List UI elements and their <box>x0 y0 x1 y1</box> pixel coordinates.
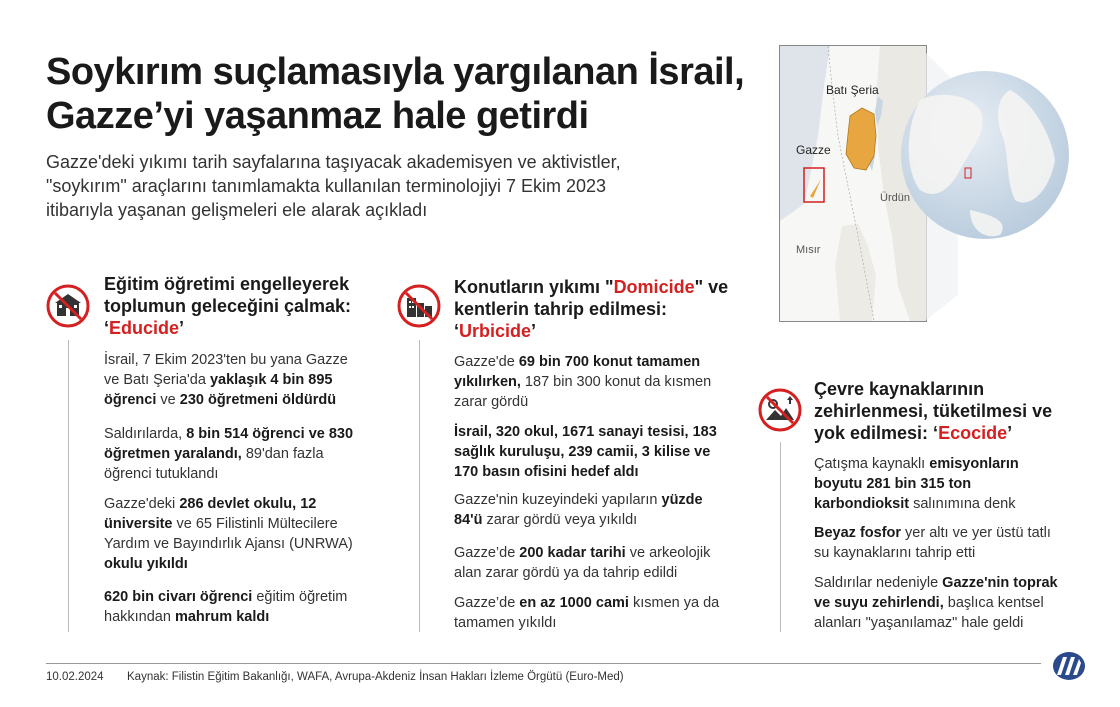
heading-line: Eğitim öğretimi engelleyerek <box>104 274 350 294</box>
ecocide-item <box>814 573 1058 633</box>
section-rule <box>780 442 781 632</box>
term-domicide: Domicide <box>613 277 695 297</box>
domicide-item <box>454 352 711 412</box>
west-bank-shape <box>846 108 876 170</box>
educide-item <box>104 424 353 484</box>
item-text: zarar gördü <box>454 394 529 410</box>
map-label-west-bank: Batı Şeria <box>826 83 879 97</box>
item-line <box>454 352 711 372</box>
quote-mark: ’ <box>1007 423 1013 443</box>
educide-item <box>104 350 348 410</box>
educide-item <box>104 587 347 627</box>
footer-source: Kaynak: Filistin Eğitim Bakanlığı, WAFA, Avrupa-Akdeniz İnsan Hakları İzleme Örgütü (Euro-Med) <box>127 671 624 683</box>
aa-logo-icon <box>1052 651 1086 681</box>
item-line <box>104 390 348 410</box>
item-line <box>454 462 717 482</box>
map-label-egypt: Mısır <box>796 244 821 256</box>
item-text-bold: ve suyu zehirlendi, <box>814 595 944 611</box>
domicide-item <box>454 593 719 633</box>
domicide-item <box>454 543 710 583</box>
item-line <box>454 563 710 583</box>
item-line <box>454 510 703 530</box>
item-line <box>814 494 1019 514</box>
item-line <box>454 490 703 510</box>
quote-mark: ’ <box>531 321 537 341</box>
section-rule <box>419 340 420 632</box>
item-line <box>454 543 710 563</box>
map-label-gaza: Gazze <box>796 143 831 157</box>
item-text: ve arkeolojik <box>625 545 711 561</box>
item-line <box>104 444 353 464</box>
item-text-bold: öğrenci <box>104 392 157 408</box>
item-text: ve 65 Filistinli Mültecilere <box>172 516 338 532</box>
item-text: yer altı ve yer üstü tatlı <box>901 525 1051 541</box>
item-line <box>454 613 719 633</box>
item-line <box>814 454 1019 474</box>
item-text: Gazze’de <box>454 545 520 561</box>
item-text: su kaynaklarını tahrip etti <box>814 545 976 561</box>
educide-heading <box>104 273 351 339</box>
item-line <box>814 543 1051 563</box>
heading-line <box>454 276 728 298</box>
item-text: ve Batı Şeria'da <box>104 372 210 388</box>
ecocide-item <box>814 523 1051 563</box>
item-text: başlıca kentsel <box>943 595 1044 611</box>
item-text: Gazze'de <box>454 354 519 370</box>
item-text: İsrail, 7 Ekim 2023'ten bu yana Gazze <box>104 352 348 368</box>
item-line <box>814 613 1058 633</box>
heading-line: toplumun geleceğini çalmak: <box>104 296 352 316</box>
item-line <box>104 424 353 444</box>
heading-text: Konutların yıkımı " <box>454 277 614 297</box>
item-text: Gazze'nin kuzeyindeki yapıların <box>454 492 662 508</box>
item-text-bold: yaklaşık 4 bin 895 <box>209 372 333 388</box>
item-line <box>104 494 353 514</box>
item-text-bold: üniversite <box>104 516 173 532</box>
item-line <box>454 392 711 412</box>
item-line <box>104 534 353 554</box>
item-line <box>454 442 717 462</box>
footer-divider <box>46 663 1041 664</box>
item-text: kısmen ya da <box>628 595 720 611</box>
item-text-bold: 230 öğretmeni öldürdü <box>179 392 337 408</box>
page-title <box>46 50 746 138</box>
item-line <box>104 587 347 607</box>
item-line <box>104 370 348 390</box>
item-text: Gazze’de <box>454 595 520 611</box>
globe-icon <box>900 70 1070 240</box>
quote-mark: ‘ <box>454 321 460 341</box>
item-text-bold: 170 basın ofisini hedef aldı <box>454 464 639 480</box>
item-text-bold: karbondioksit <box>814 496 910 512</box>
item-text-bold: sağlık kuruluşu, 239 camii, 3 kilise ve <box>454 444 711 460</box>
subtitle-line: itibarıyla yaşanan gelişmeleri ele alarak açıkladı <box>46 200 428 220</box>
item-text: salınımına denk <box>909 496 1016 512</box>
item-text: 187 bin 300 konut da kısmen <box>520 374 712 390</box>
item-line <box>814 593 1058 613</box>
item-text-bold: 620 bin civarı öğrenci <box>104 589 253 605</box>
item-text: Saldırılar nedeniyle <box>814 575 943 591</box>
item-text-bold: 200 kadar tarihi <box>519 545 626 561</box>
item-line <box>104 607 347 627</box>
item-text: alanları "yaşanılamaz" hale geldi <box>814 615 1024 631</box>
item-text-bold: 8 bin 514 öğrenci ve 830 <box>186 426 354 442</box>
item-text-bold: 286 devlet okulu, 12 <box>179 496 317 512</box>
item-line <box>454 593 719 613</box>
school-crossed-icon <box>46 284 90 328</box>
term-urbicide: Urbicide <box>459 321 532 341</box>
heading-text: " ve <box>694 277 729 297</box>
item-text: 89'dan fazla <box>241 446 324 462</box>
item-line <box>814 474 1019 494</box>
item-line <box>454 422 717 442</box>
heading-term-line <box>454 320 728 342</box>
item-line <box>814 523 1051 543</box>
nature-crossed-icon <box>758 388 802 432</box>
item-text-bold: Beyaz fosfor <box>814 525 902 541</box>
item-text: Çatışma kaynaklı <box>814 456 930 472</box>
ecocide-heading <box>814 378 1052 444</box>
section-rule <box>68 340 69 632</box>
item-text-bold: Gazze'nin toprak <box>942 575 1058 591</box>
item-text: hakkından <box>104 609 175 625</box>
heading-term-line <box>814 422 1052 444</box>
item-text-bold: İsrail, 320 okul, 1671 sanayi tesisi, 183 <box>454 424 717 440</box>
item-text: Gazze'deki <box>104 496 180 512</box>
map-label-jordan: Ürdün <box>880 192 910 204</box>
quote-mark: ‘ <box>104 318 110 338</box>
item-text: Yardım ve Bayındırlık Ajansı (UNRWA) <box>104 536 353 552</box>
item-text-bold: en az 1000 cami <box>519 595 629 611</box>
item-text: eğitim öğretim <box>252 589 348 605</box>
item-text: tamamen yıkıldı <box>454 615 557 631</box>
domicide-item <box>454 490 703 530</box>
subtitle-line: Gazze'deki yıkımı tarih sayfalarına taşıyacak akademisyen ve aktivistler, <box>46 152 621 172</box>
page-subtitle <box>46 150 686 222</box>
term-ecocide: Ecocide <box>938 423 1008 443</box>
title-line: Soykırım suçlamasıyla yargılanan İsrail, <box>46 51 745 93</box>
item-text-bold: 69 bin 700 konut tamamen <box>518 354 701 370</box>
item-text: zarar gördü veya yıkıldı <box>482 512 638 528</box>
term-educide: Educide <box>109 318 180 338</box>
item-line <box>814 573 1058 593</box>
item-text: öğrenci tutuklandı <box>104 466 219 482</box>
educide-item <box>104 494 353 574</box>
footer-date: 10.02.2024 <box>46 671 104 683</box>
item-text-bold: mahrum kaldı <box>174 609 270 625</box>
item-text: ve <box>156 392 180 408</box>
item-text-bold: okulu yıkıldı <box>104 556 188 572</box>
quote-mark: ’ <box>179 318 185 338</box>
ecocide-item <box>814 454 1019 514</box>
title-line: Gazze’yi yaşanmaz hale getirdi <box>46 95 589 137</box>
item-text: Saldırılarda, <box>104 426 187 442</box>
item-text-bold: emisyonların <box>929 456 1019 472</box>
domicide-item <box>454 422 717 482</box>
item-line <box>104 554 353 574</box>
heading-line: Çevre kaynaklarının <box>814 379 985 399</box>
item-line <box>104 464 353 484</box>
domicide-heading <box>454 276 728 342</box>
heading-term-line <box>104 317 351 339</box>
item-line <box>104 350 348 370</box>
heading-text: yok edilmesi: ‘ <box>814 423 939 443</box>
item-line <box>104 514 353 534</box>
item-text-bold: yüzde <box>661 492 703 508</box>
item-text-bold: öğretmen yaralandı, <box>104 446 242 462</box>
item-line <box>454 372 711 392</box>
item-text-bold: boyutu 281 bin 315 ton <box>814 476 972 492</box>
heading-line: zehirlenmesi, tüketilmesi ve <box>814 401 1053 421</box>
subtitle-line: "soykırım" araçlarını tanımlamakta kullanılan terminolojiyi 7 Ekim 2023 <box>46 176 606 196</box>
buildings-crossed-icon <box>397 284 441 328</box>
item-text: alan zarar gördü ya da tahrip edildi <box>454 565 678 581</box>
item-text-bold: yıkılırken, <box>454 374 521 390</box>
heading-line: kentlerin tahrip edilmesi: <box>454 299 668 319</box>
item-text-bold: 84'ü <box>454 512 483 528</box>
